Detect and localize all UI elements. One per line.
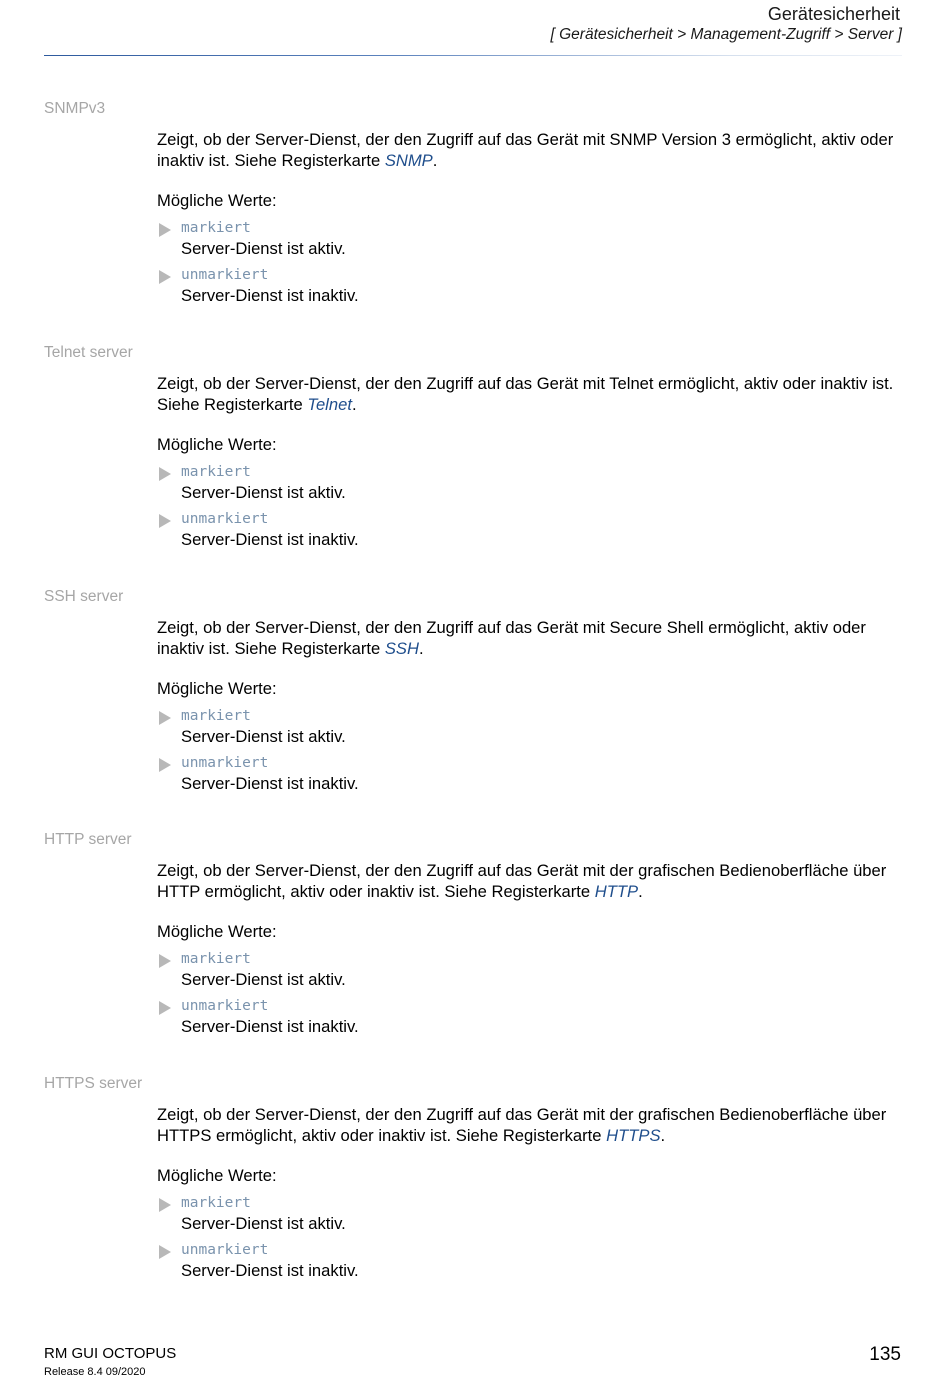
section-description xyxy=(157,1104,907,1146)
description-text: Zeigt, ob der Server-Dienst, der den Zugriff auf das Gerät mit SNMP Version 3 ermöglicht, aktiv oder inaktiv ist. Siehe Registerkarte xyxy=(157,130,894,170)
tab-link-http[interactable]: HTTP xyxy=(594,882,639,901)
bullet-triangle-icon xyxy=(159,954,171,968)
description-end: . xyxy=(660,1126,666,1145)
value-description: Server-Dienst ist aktiv. xyxy=(181,727,346,746)
value-description: Server-Dienst ist inaktiv. xyxy=(181,1261,359,1280)
section-label: SSH server xyxy=(44,588,124,605)
bullet-triangle-icon xyxy=(159,1001,171,1015)
value-description: Server-Dienst ist aktiv. xyxy=(181,483,346,502)
description-end: . xyxy=(418,639,424,658)
description-end: . xyxy=(432,151,438,170)
description-text: Zeigt, ob der Server-Dienst, der den Zugriff auf das Gerät mit der grafischen Bedienoberfläche über HTTP ermöglicht, aktiv oder inaktiv ist. Siehe Registerkarte xyxy=(157,861,887,901)
description-text: Zeigt, ob der Server-Dienst, der den Zugriff auf das Gerät mit Secure Shell ermöglicht, aktiv oder inaktiv ist. Siehe Registerkarte xyxy=(157,618,866,658)
value-code: unmarkiert xyxy=(181,267,269,283)
page-number: 135 xyxy=(869,1344,901,1365)
bullet-triangle-icon xyxy=(159,758,171,772)
tab-link-https[interactable]: HTTPS xyxy=(606,1126,661,1145)
value-description: Server-Dienst ist aktiv. xyxy=(181,239,346,258)
bullet-triangle-icon xyxy=(159,223,171,237)
description-text: Zeigt, ob der Server-Dienst, der den Zugriff auf das Gerät mit der grafischen Bedienoberfläche über HTTPS ermöglicht, aktiv oder inaktiv ist. Siehe Registerkarte xyxy=(157,1105,887,1145)
value-code: markiert xyxy=(181,708,251,724)
footer-document-name: RM GUI OCTOPUS xyxy=(44,1345,177,1362)
section-description xyxy=(157,373,907,415)
description-text: Zeigt, ob der Server-Dienst, der den Zugriff auf das Gerät mit Telnet ermöglicht, aktiv oder inaktiv ist. Siehe Registerkarte xyxy=(157,374,894,414)
value-code: markiert xyxy=(181,220,251,236)
section-description xyxy=(157,860,907,902)
bullet-triangle-icon xyxy=(159,1245,171,1259)
bullet-triangle-icon xyxy=(159,467,171,481)
bullet-triangle-icon xyxy=(159,1198,171,1212)
possible-values-label: Mögliche Werte: xyxy=(157,191,277,210)
possible-values-label: Mögliche Werte: xyxy=(157,679,277,698)
footer-release: Release 8.4 09/2020 xyxy=(44,1366,146,1378)
value-code: unmarkiert xyxy=(181,511,269,527)
bullet-triangle-icon xyxy=(159,270,171,284)
section-description xyxy=(157,129,907,171)
description-end: . xyxy=(351,395,357,414)
value-code: unmarkiert xyxy=(181,1242,269,1258)
value-description: Server-Dienst ist inaktiv. xyxy=(181,1017,359,1036)
value-description: Server-Dienst ist inaktiv. xyxy=(181,530,359,549)
possible-values-label: Mögliche Werte: xyxy=(157,922,277,941)
breadcrumb: [ Gerätesicherheit > Management-Zugriff > Server ] xyxy=(550,26,902,43)
header-divider xyxy=(44,55,902,56)
section-label: Telnet server xyxy=(44,344,133,361)
section-label: HTTPS server xyxy=(44,1075,143,1092)
tab-link-telnet[interactable]: Telnet xyxy=(307,395,352,414)
value-code: unmarkiert xyxy=(181,998,269,1014)
value-code: markiert xyxy=(181,464,251,480)
value-description: Server-Dienst ist aktiv. xyxy=(181,1214,346,1233)
value-description: Server-Dienst ist inaktiv. xyxy=(181,774,359,793)
header-title: Gerätesicherheit xyxy=(767,4,900,24)
bullet-triangle-icon xyxy=(159,514,171,528)
value-description: Server-Dienst ist inaktiv. xyxy=(181,286,359,305)
value-description: Server-Dienst ist aktiv. xyxy=(181,970,346,989)
section-description xyxy=(157,617,907,659)
value-code: markiert xyxy=(181,951,251,967)
description-end: . xyxy=(638,882,643,901)
possible-values-label: Mögliche Werte: xyxy=(157,435,277,454)
tab-link-snmp[interactable]: SNMP xyxy=(384,151,433,170)
section-label: SNMPv3 xyxy=(44,100,106,117)
bullet-triangle-icon xyxy=(159,711,171,725)
section-label: HTTP server xyxy=(44,831,132,848)
value-code: unmarkiert xyxy=(181,755,269,771)
possible-values-label: Mögliche Werte: xyxy=(157,1166,277,1185)
tab-link-ssh[interactable]: SSH xyxy=(384,639,419,658)
value-code: markiert xyxy=(181,1195,251,1211)
